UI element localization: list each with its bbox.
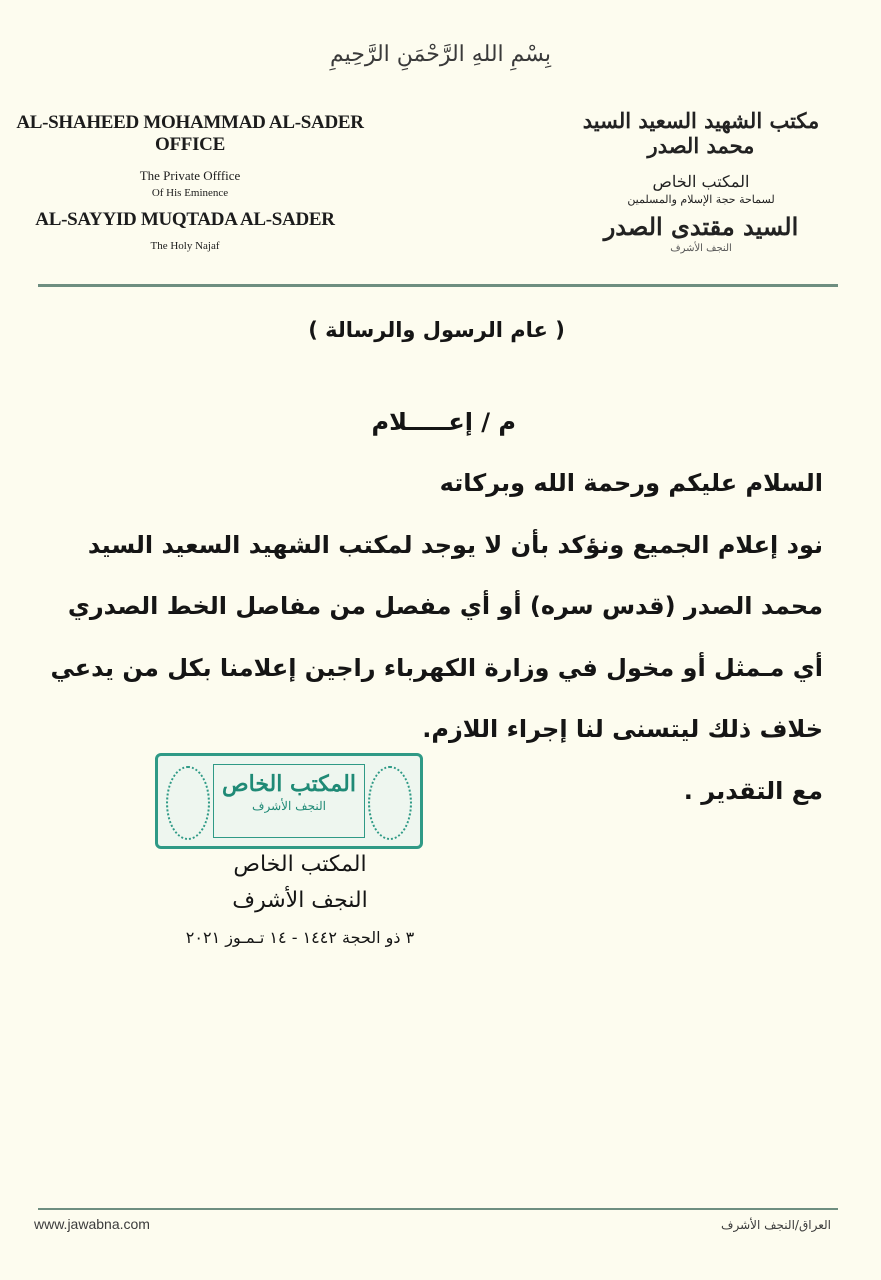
private-office-ar: المكتب الخاص [652, 172, 750, 191]
stamp-subtitle: النجف الأشرف [252, 799, 326, 813]
arabic-letterhead [561, 108, 841, 254]
letter-salutation: م / إعـــــلام [371, 408, 516, 436]
english-letterhead [0, 112, 370, 252]
letter-line: مع التقدير . [683, 776, 823, 805]
eminence-ar: لسماحة حجة الإسلام والمسلمين [627, 193, 775, 206]
stamp-ornament-left [166, 766, 210, 840]
office-name-ar: مكتب الشهيد السعيد السيد محمد الصدر [582, 108, 820, 158]
sayyid-name-ar: السيد مقتدى الصدر [603, 212, 799, 241]
sayyid-name-en: AL-SAYYID MUQTADA AL-SADER [35, 209, 335, 230]
stamp-ornament-right [368, 766, 412, 840]
office-stamp [155, 753, 423, 849]
signature-office: المكتب الخاص [233, 852, 367, 877]
footer-divider [38, 1208, 838, 1210]
letter-line: السلام عليكم ورحمة الله وبركاته [439, 469, 823, 497]
letter-line: محمد الصدر (قدس سره) أو أي مفصل من مفاصل الخط الصدري [67, 592, 823, 620]
stamp-title: المكتب الخاص [222, 771, 356, 797]
letter-subtitle: ( عام الرسول والرسالة ) [308, 318, 565, 342]
letter-line: خلاف ذلك ليتسنى لنا إجراء اللازم. [422, 715, 823, 743]
signature-city: النجف الأشرف [232, 888, 368, 913]
private-office-en: The Private Offfice [139, 168, 241, 183]
stamp-inner [213, 764, 365, 838]
bismillah: بِسْمِ اللهِ الرَّحْمَنِ الرَّحِيمِ [329, 42, 552, 67]
footer-address: العراق/النجف الأشرف [721, 1218, 831, 1232]
city-en: The Holy Najaf [150, 240, 220, 252]
letter-line: نود إعلام الجميع ونؤكد بأن لا يوجد لمكتب الشهيد السعيد السيد [87, 530, 823, 559]
signature-date: ٣ ذو الحجة ١٤٤٢ - ١٤ تـمـوز ٢٠٢١ [185, 928, 415, 947]
office-name-en: AL-SHAHEED MOHAMMAD AL-SADER OFFICE [16, 112, 364, 155]
city-ar: النجف الأشرف [670, 243, 732, 254]
letter-line: أي مـمثل أو مخول في وزارة الكهرباء راجين إعلامنا بكل من يدعي [50, 653, 823, 682]
eminence-en: Of His Eminence [151, 187, 229, 199]
footer-website: www.jawabna.com [34, 1216, 150, 1232]
header-divider [38, 284, 838, 287]
